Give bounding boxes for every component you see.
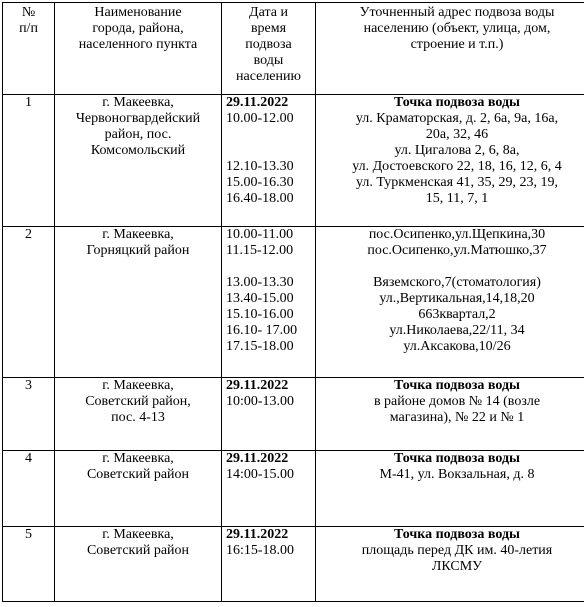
location-line: Комсомольский	[90, 143, 186, 158]
location-line: район, пос.	[104, 127, 172, 142]
row-location	[55, 451, 222, 527]
delivery-date: 29.11.2022	[226, 378, 289, 393]
header-text: города, района,	[92, 21, 184, 36]
address-line: М-41, ул. Вокзальная, д. 8	[379, 467, 535, 482]
row-datetime	[222, 527, 316, 602]
header-text: Дата и	[249, 5, 288, 20]
address-line: 663квартал,2	[418, 307, 496, 322]
header-text: Наименование	[94, 5, 182, 20]
point-title: Точка подвоза воды	[393, 527, 520, 542]
table-row	[3, 527, 584, 602]
table-row	[3, 227, 584, 378]
time-slot: 16.10- 17.00	[226, 323, 298, 338]
header-text: строение и т.п.)	[410, 37, 504, 52]
address-line: 20а, 32, 46	[425, 127, 489, 142]
location-line: г. Макеевка,	[102, 227, 174, 242]
time-slot: 15.00-16.30	[226, 175, 294, 190]
address-line: ул. Цигалова 2, 6, 8а,	[394, 143, 520, 158]
header-text: №	[21, 5, 36, 20]
delivery-date: 29.11.2022	[226, 451, 289, 466]
time-slot: 14:00-15.00	[226, 467, 295, 482]
table-row	[3, 451, 584, 527]
location-line: Горняцкий район	[86, 243, 190, 258]
address-line: ул.Николаева,22/11, 34	[389, 323, 525, 338]
address-line: 15, 11, 7, 1	[425, 191, 489, 206]
row-datetime	[222, 95, 316, 227]
header-text: населению (объект, улица, дом,	[363, 21, 551, 36]
row-datetime	[222, 227, 316, 378]
row-number: 3	[3, 378, 55, 451]
row-address	[316, 378, 584, 451]
location-line: г. Макеевка,	[102, 527, 174, 542]
point-title: Точка подвоза воды	[393, 451, 520, 466]
row-location	[55, 95, 222, 227]
row-address	[316, 95, 584, 227]
address-line: магазина), № 22 и № 1	[389, 410, 525, 425]
row-datetime	[222, 451, 316, 527]
row-number: 2	[3, 227, 55, 378]
location-line: Червоногвардейский	[75, 111, 201, 126]
header-name	[55, 3, 222, 95]
point-title: Точка подвоза воды	[393, 95, 520, 110]
address-line: пос.Осипенко,ул.Матюшко,37	[367, 243, 547, 258]
row-location	[55, 378, 222, 451]
row-datetime	[222, 378, 316, 451]
time-slot: 13.00-13.30	[226, 275, 294, 290]
row-number: 4	[3, 451, 55, 527]
row-address	[316, 227, 584, 378]
address-line: ул. Туркменская 41, 35, 29, 23, 19,	[355, 175, 559, 190]
header-text: Уточненный адрес подвоза воды	[359, 5, 555, 20]
header-address	[316, 3, 584, 95]
time-slot: 10.00-11.00	[226, 227, 294, 242]
address-line: ЛКСМУ	[431, 559, 483, 574]
delivery-date: 29.11.2022	[226, 527, 289, 542]
row-location	[55, 527, 222, 602]
header-row	[3, 3, 584, 95]
table-row	[3, 95, 584, 227]
address-line: ул. Краматорская, д. 2, 6а, 9а, 16а,	[355, 111, 559, 126]
row-location	[55, 227, 222, 378]
time-slot: 15.10-16.00	[226, 307, 294, 322]
delivery-date: 29.11.2022	[226, 95, 289, 110]
row-address	[316, 527, 584, 602]
time-slot: 10.00-12.00	[226, 111, 294, 126]
location-line: Советский район,	[85, 394, 191, 409]
location-line: г. Макеевка,	[102, 378, 174, 393]
row-number: 1	[3, 95, 55, 227]
address-line: ул.,Вертикальная,14,18,20	[379, 291, 535, 306]
time-slot: 10:00-13.00	[226, 394, 295, 409]
row-address	[316, 451, 584, 527]
time-slot: 11.15-12.00	[226, 243, 294, 258]
location-line: Советский район	[86, 467, 190, 482]
address-line: Вяземского,7(стоматология)	[373, 275, 541, 290]
location-line: г. Макеевка,	[102, 95, 174, 110]
address-line: площадь перед ДК им. 40-летия	[361, 543, 553, 558]
spacer	[222, 127, 315, 143]
time-slot: 12.10-13.30	[226, 159, 294, 174]
header-text: воды	[253, 53, 284, 68]
location-line: Советский район	[86, 543, 190, 558]
table-row	[3, 378, 584, 451]
header-date	[222, 3, 316, 95]
time-slot: 13.40-15.00	[226, 291, 294, 306]
header-text: населению	[236, 69, 301, 84]
header-text: подвоза	[245, 37, 292, 52]
header-text: п/п	[19, 21, 38, 36]
spacer	[222, 259, 315, 275]
spacer	[316, 259, 584, 275]
row-number: 5	[3, 527, 55, 602]
address-line: ул.Аксакова,10/26	[403, 339, 511, 354]
time-slot: 16.40-18.00	[226, 191, 294, 206]
address-line: пос.Осипенко,ул.Щепкина,30	[368, 227, 546, 242]
header-num	[3, 3, 55, 95]
header-text: время	[250, 21, 287, 36]
time-slot: 16:15-18.00	[226, 543, 295, 558]
point-title: Точка подвоза воды	[393, 378, 520, 393]
time-slot: 17.15-18.00	[226, 339, 294, 354]
header-text: населенного пункта	[78, 37, 198, 52]
address-line: ул. Достоевского 22, 18, 16, 12, 6, 4	[352, 159, 562, 174]
address-line: в районе домов № 14 (возле	[373, 394, 541, 409]
location-line: пос. 4-13	[111, 410, 165, 425]
water-delivery-table	[2, 2, 584, 602]
spacer	[222, 143, 315, 159]
location-line: г. Макеевка,	[102, 451, 174, 466]
